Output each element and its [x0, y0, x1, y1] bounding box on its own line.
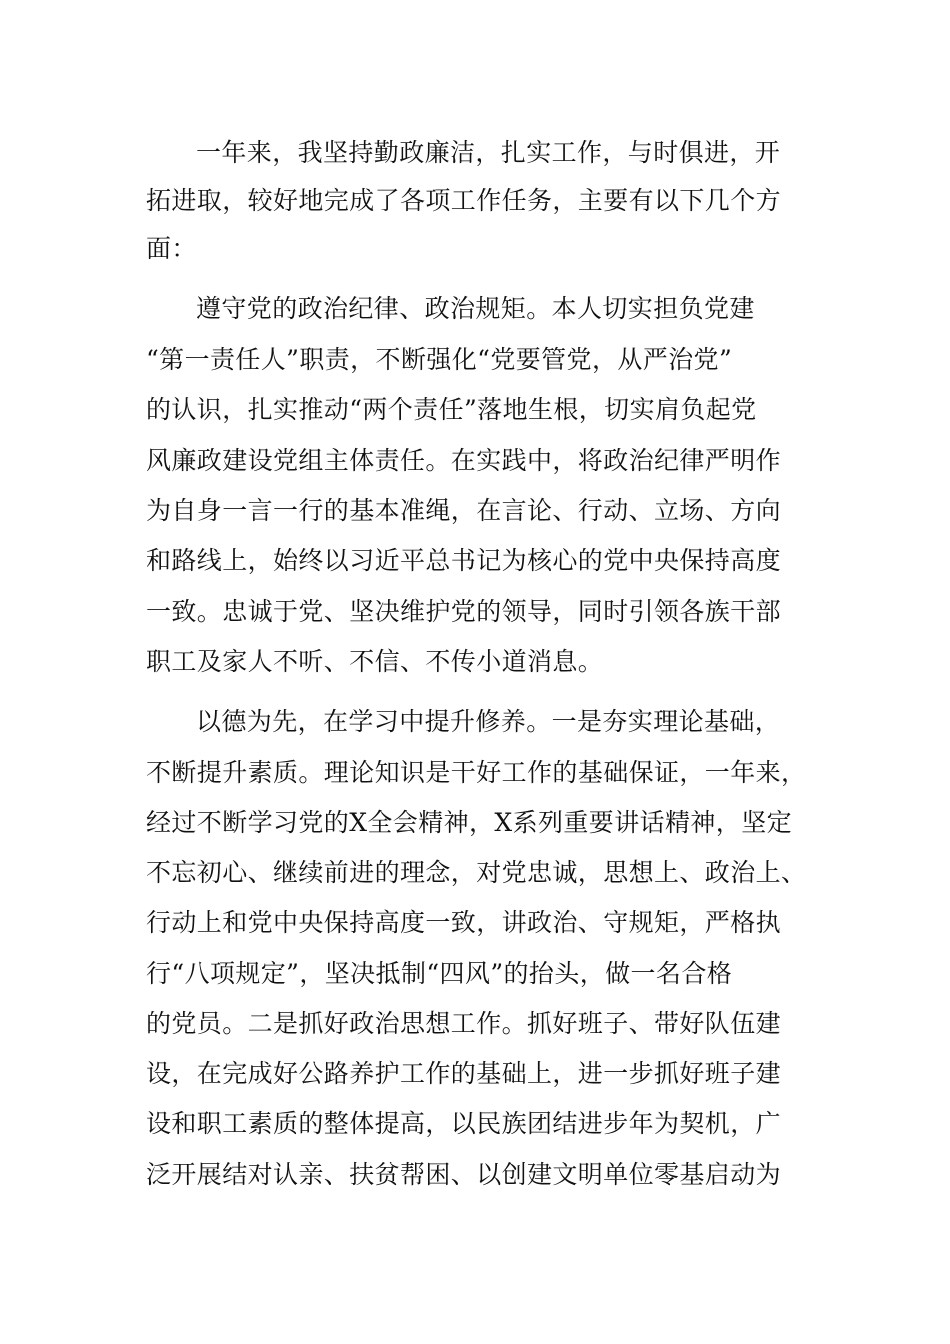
paragraph-politics-line-4: 风廉政建设党组主体责任。在实践中，将政治纪律严明作: [146, 446, 782, 475]
paragraph-intro-line-3: 面：: [146, 234, 197, 263]
paragraph-politics-line-3: 的认识，扎实推动“两个责任”落地生根，切实肩负起党: [146, 395, 757, 424]
paragraph-morality-line-1: 以德为先，在学习中提升修养。一是夯实理论基础，: [196, 707, 781, 736]
paragraph-politics-line-2: “第一责任人”职责，不断强化“党要管党，从严治党”: [146, 345, 733, 374]
paragraph-morality-line-7: 的党员。二是抓好政治思想工作。抓好班子、带好队伍建: [146, 1009, 782, 1038]
paragraph-morality-line-5: 行动上和党中央保持高度一致，讲政治、守规矩，严格执: [146, 908, 782, 937]
paragraph-politics-line-8: 职工及家人不听、不信、不传小道消息。: [146, 647, 604, 676]
paragraph-intro-line-1: 一年来，我坚持勤政廉洁，扎实工作，与时俱进，开: [196, 138, 781, 167]
paragraph-intro-line-2: 拓进取，较好地完成了各项工作任务，主要有以下几个方: [146, 186, 782, 215]
paragraph-politics-line-5: 为自身一言一行的基本准绳，在言论、行动、立场、方向: [146, 496, 782, 525]
paragraph-morality-line-4: 不忘初心、继续前进的理念，对党忠诚，思想上、政治上、: [146, 858, 807, 887]
paragraph-morality-line-2: 不断提升素质。理论知识是干好工作的基础保证，一年来，: [146, 758, 807, 787]
paragraph-morality-line-3: 经过不断学习党的X全会精神，X系列重要讲话精神，坚定: [146, 808, 792, 837]
paragraph-morality-line-8: 设，在完成好公路养护工作的基础上，进一步抓好班子建: [146, 1059, 782, 1088]
paragraph-politics-line-7: 一致。忠诚于党、坚决维护党的领导，同时引领各族干部: [146, 597, 782, 626]
paragraph-morality-line-9: 设和职工素质的整体提高，以民族团结进步年为契机，广: [146, 1109, 782, 1138]
paragraph-morality-line-10: 泛开展结对认亲、扶贫帮困、以创建文明单位零基启动为: [146, 1160, 782, 1189]
paragraph-morality-line-6: 行“八项规定”，坚决抵制“四风”的抬头，做一名合格: [146, 959, 733, 988]
paragraph-politics-line-6: 和路线上，始终以习近平总书记为核心的党中央保持高度: [146, 546, 782, 575]
paragraph-politics-line-1: 遵守党的政治纪律、政治规矩。本人切实担负党建: [196, 294, 755, 323]
